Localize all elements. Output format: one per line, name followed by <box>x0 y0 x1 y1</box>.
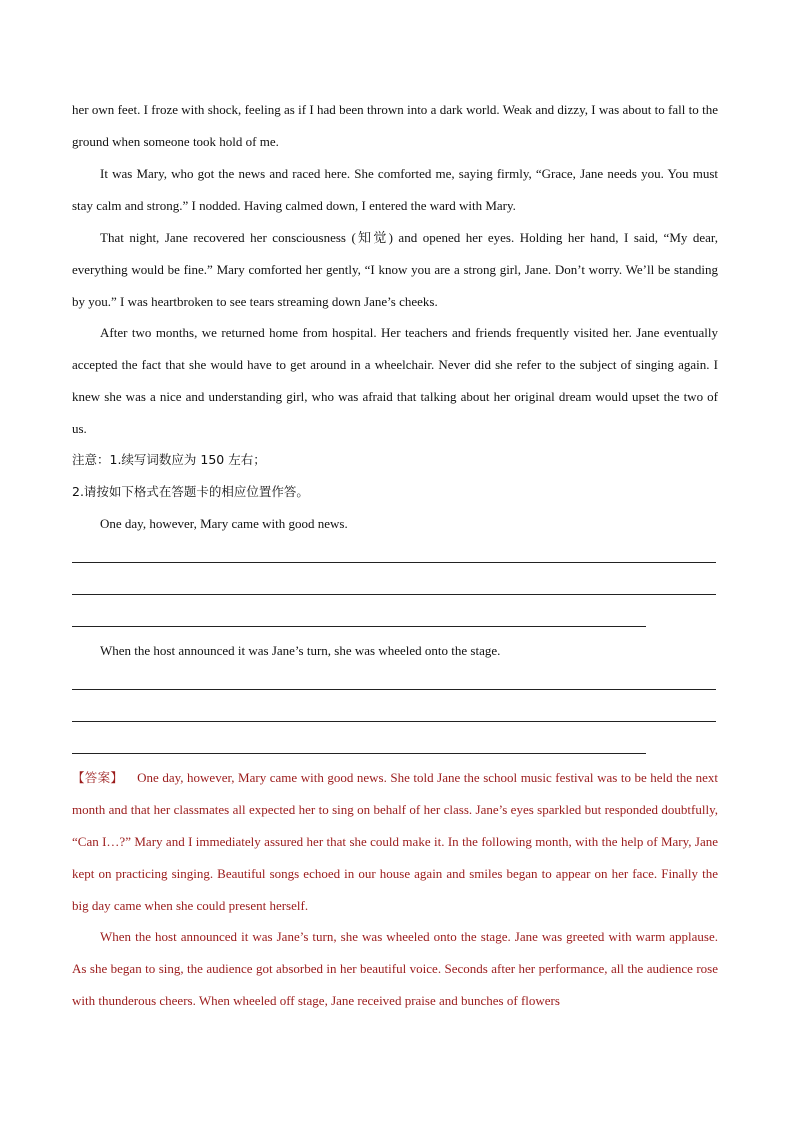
answer-text-1: One day, however, Mary came with good news. She told Jane the school music festival was to be held the next month and that her classmates all expected her to sing on behalf of her class. Jane’s eyes sparkled but responded doubtfully, “Can I…?” Mary and I immediately assured her that she could make it. In the following month, with the help of Mary, Jane kept on practicing singing. Beautiful songs echoed in our house again and smiles began to appear on her face. Finally the big day came when she could present herself. <box>72 770 718 913</box>
story-paragraph-4: After two months, we returned home from hospital. Her teachers and friends frequently visited her. Jane eventually accepted the fact that she would have to get around in a wheelchair. Never did she refer to the subject of singing again. I knew she was a nice and understanding girl, who was afraid that talking about her original dream would upset the two of us. <box>72 325 718 436</box>
answer-tag: 【答案】 <box>72 770 124 785</box>
story-paragraph-1: her own feet. I froze with shock, feeling as if I had been thrown into a dark world. Weak and dizzy, I was about to fall to the ground when someone took hold of me. <box>72 102 718 149</box>
answer-line <box>72 753 646 754</box>
prompt-1: One day, however, Mary came with good news. <box>100 516 348 531</box>
story-paragraph-2: It was Mary, who got the news and raced here. She comforted me, saying firmly, “Grace, Jane needs you. You must stay calm and strong.” I nodded. Having calmed down, I entered the ward with Mary. <box>72 166 718 213</box>
note-line-2: 2.请按如下格式在答题卡的相应位置作答。 <box>72 484 309 499</box>
note-line-1: 注意：1.续写词数应为 150 左右； <box>72 452 266 467</box>
prompt-2: When the host announced it was Jane’s turn, she was wheeled onto the stage. <box>100 643 501 658</box>
answer-line <box>72 594 716 595</box>
answer-line <box>72 626 646 627</box>
answer-line <box>72 689 716 690</box>
answer-line <box>72 721 716 722</box>
answer-line <box>72 562 716 563</box>
answer-paragraph-2: When the host announced it was Jane’s turn, she was wheeled onto the stage. Jane was greeted with warm applause. As she began to sing, the audience got absorbed in her beautiful voice. Seconds after her performance, all the audience rose with thunderous cheers. When wheeled off stage, Jane received praise and bunches of flowers <box>72 929 718 1008</box>
answer-paragraph-1 <box>72 762 718 922</box>
story-paragraph-3: That night, Jane recovered her consciousness (知觉) and opened her eyes. Holding her hand, I said, “My dear, everything would be fine.” Mary comforted her gently, “I know you are a strong girl, Jane. Don’t worry. We’ll be standing by you.” I was heartbroken to see tears streaming down Jane’s cheeks. <box>72 230 718 309</box>
